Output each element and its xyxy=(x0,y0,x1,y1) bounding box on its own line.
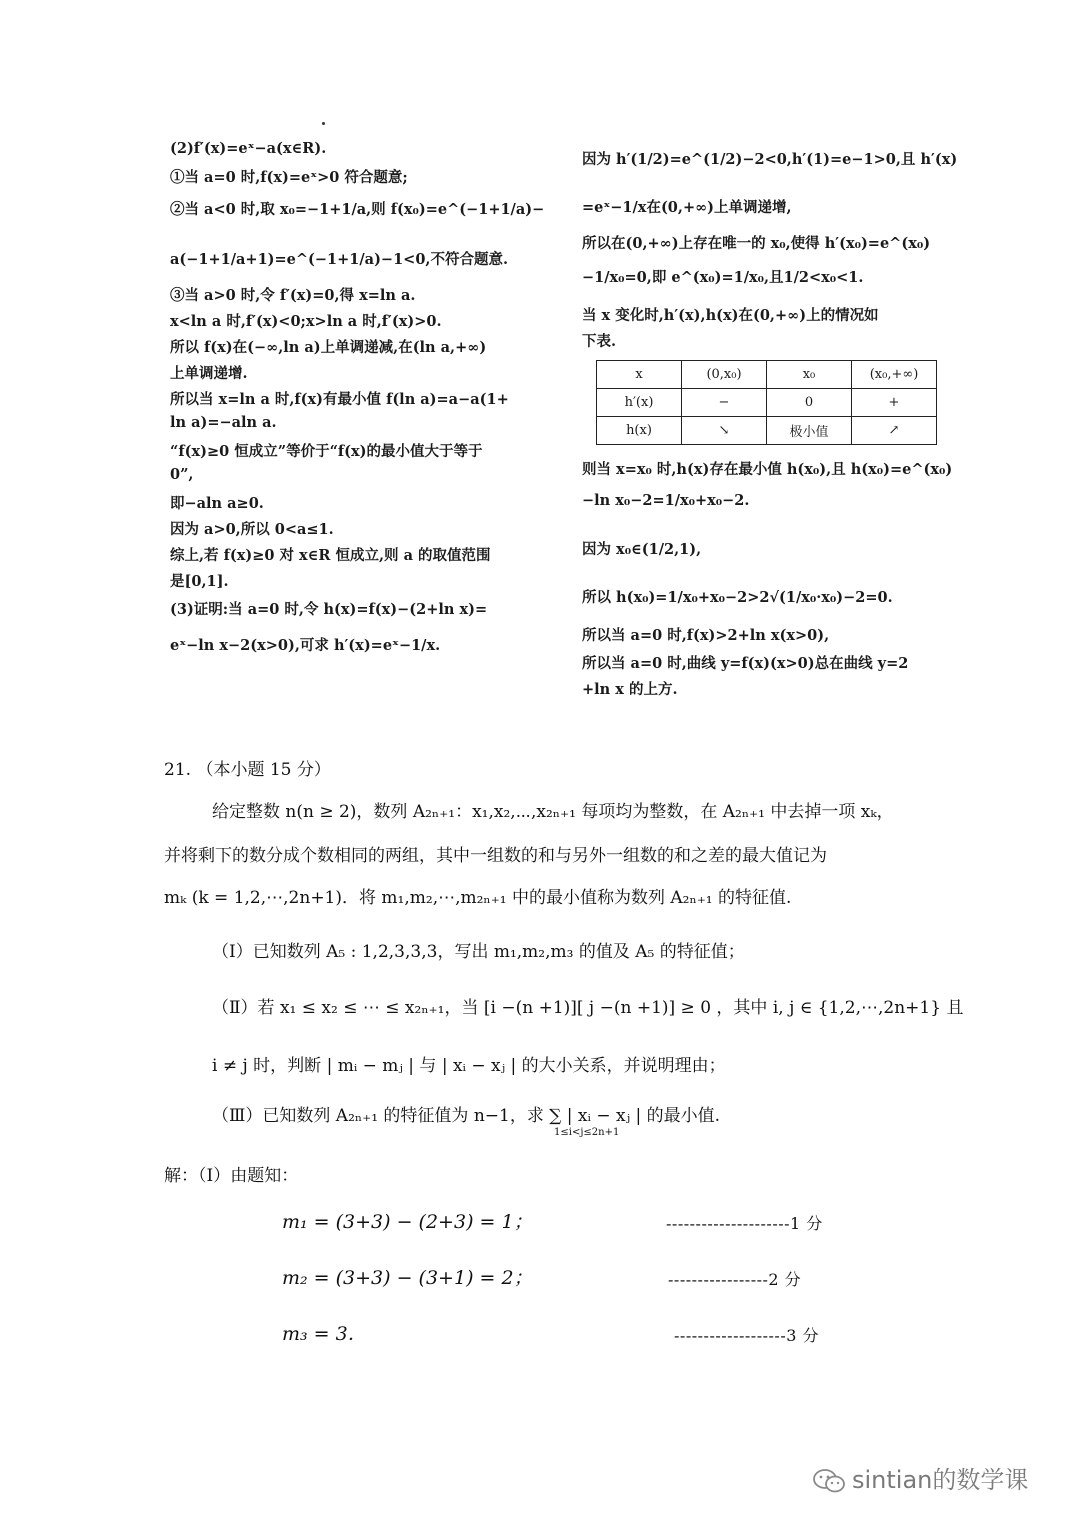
right-line-11: 所以当 a=0 时,f(x)>2+ln x(x>0), xyxy=(582,627,830,644)
problem-header: 21. （本小题 15 分） xyxy=(164,760,331,780)
left-line-7: 所以 f(x)在(−∞,ln a)上单调递减,在(ln a,+∞) xyxy=(170,339,487,356)
right-line-8: −ln x₀−2=1/x₀+x₀−2. xyxy=(582,492,750,509)
left-line-3: ②当 a<0 时,取 x₀=−1+1/a,则 f(x₀)=e^(−1+1/a)− xyxy=(170,201,545,218)
right-line-7: 则当 x=x₀ 时,h(x)存在最小值 h(x₀),且 h(x₀)=e^(x₀) xyxy=(582,461,953,478)
table-cell: h(x) xyxy=(597,417,682,445)
right-line-1: 因为 h′(1/2)=e^(1/2)−2<0,h′(1)=e−1>0,且 h′(x) xyxy=(582,151,958,168)
solution-eq-1: m₁ = (3+3) − (2+3) = 1； xyxy=(282,1211,533,1233)
wechat-icon xyxy=(812,1467,846,1495)
solution-intro: 解：（Ⅰ）由题知： xyxy=(164,1166,299,1186)
watermark-text: sintian的数学课 xyxy=(852,1466,1029,1494)
right-line-12: 所以当 a=0 时,曲线 y=f(x)(x>0)总在曲线 y=2 xyxy=(582,655,909,672)
right-line-13: +ln x 的上方. xyxy=(582,681,678,698)
table-cell: − xyxy=(682,389,767,417)
left-line-15: 综上,若 f(x)≥0 对 x∈R 恒成立,则 a 的取值范围 xyxy=(170,547,491,564)
left-line-6: x<ln a 时,f′(x)<0;x>ln a 时,f′(x)>0. xyxy=(170,313,442,330)
table-cell: x xyxy=(597,361,682,389)
problem-part-2-cont: i ≠ j 时，判断 | mᵢ − mⱼ | 与 | xᵢ − xⱼ | 的大小关系，并说明理由； xyxy=(212,1056,726,1076)
table-row xyxy=(597,417,937,445)
left-line-4: a(−1+1/a+1)=e^(−1+1/a)−1<0,不符合题意. xyxy=(170,251,509,268)
problem-line-1: 给定整数 n(n ≥ 2)，数列 A₂ₙ₊₁：x₁,x₂,⋯,x₂ₙ₊₁ 每项均为整数，在 A₂ₙ₊₁ 中去掉一项 xₖ， xyxy=(212,802,894,822)
problem-part-3: （Ⅲ）已知数列 A₂ₙ₊₁ 的特征值为 n−1，求 ∑ | xᵢ − xⱼ | 的最小值. xyxy=(212,1106,720,1126)
left-line-8: 上单调递增. xyxy=(170,365,248,382)
sum-limits: 1≤i<j≤2n+1 xyxy=(554,1127,620,1138)
right-line-4: −1/x₀=0,即 e^(x₀)=1/x₀,且1/2<x₀<1. xyxy=(582,269,864,286)
table-cell: 极小值 xyxy=(767,417,852,445)
left-line-9: 所以当 x=ln a 时,f(x)有最小值 f(ln a)=a−a(1+ xyxy=(170,391,509,408)
left-line-10: ln a)=−aln a. xyxy=(170,414,277,431)
table-row xyxy=(597,389,937,417)
watermark xyxy=(812,1460,1028,1495)
right-line-10: 所以 h(x₀)=1/x₀+x₀−2>2√(1/x₀·x₀)−2=0. xyxy=(582,589,893,606)
left-line-13: 即−aln a≥0. xyxy=(170,495,264,512)
solution-eq-3: m₃ = 3． xyxy=(282,1323,367,1345)
problem-line-3: mₖ (k = 1,2,⋯,2n+1)．将 m₁,m₂,⋯,m₂ₙ₊₁ 中的最小值称为数列 A₂ₙ₊₁ 的特征值. xyxy=(164,888,792,908)
table-cell: h′(x) xyxy=(597,389,682,417)
right-line-2: =eˣ−1/x在(0,+∞)上单调递增, xyxy=(582,199,792,216)
score-2: -----------------2 分 xyxy=(668,1270,802,1289)
right-line-6: 下表. xyxy=(582,333,617,350)
table-cell: ↗ xyxy=(852,417,937,445)
table-cell: 0 xyxy=(767,389,852,417)
right-line-3: 所以在(0,+∞)上存在唯一的 x₀,使得 h′(x₀)=e^(x₀) xyxy=(582,235,931,252)
left-line-2: ①当 a=0 时,f(x)=eˣ>0 符合题意; xyxy=(170,169,408,186)
variation-table xyxy=(596,360,937,445)
table-cell: (0,x₀) xyxy=(682,361,767,389)
table-row xyxy=(597,361,937,389)
problem-part-2: （Ⅱ）若 x₁ ≤ x₂ ≤ ⋯ ≤ x₂ₙ₊₁，当 [i −(n +1)][ j −(n +1)] ≥ 0 ，其中 i, j ∈ {1,2,⋯,2n+1} 且 xyxy=(212,998,964,1018)
right-line-9: 因为 x₀∈(1/2,1), xyxy=(582,541,702,558)
left-line-18: eˣ−ln x−2(x>0),可求 h′(x)=eˣ−1/x. xyxy=(170,637,441,654)
table-cell: ↘ xyxy=(682,417,767,445)
left-line-5: ③当 a>0 时,令 f′(x)=0,得 x=ln a. xyxy=(170,287,416,304)
table-cell: (x₀,+∞) xyxy=(852,361,937,389)
left-line-12: 0”, xyxy=(170,466,194,483)
left-line-11: “f(x)≥0 恒成立”等价于“f(x)的最小值大于等于 xyxy=(170,443,483,460)
score-1: ---------------------1 分 xyxy=(666,1214,823,1233)
answer-left-column xyxy=(170,140,550,670)
right-line-5: 当 x 变化时,h′(x),h(x)在(0,+∞)上的情况如 xyxy=(582,307,879,324)
table-cell: x₀ xyxy=(767,361,852,389)
solution-eq-2: m₂ = (3+3) − (3+1) = 2； xyxy=(282,1267,533,1289)
left-line-14: 因为 a>0,所以 0<a≤1. xyxy=(170,521,334,538)
table-cell: + xyxy=(852,389,937,417)
left-line-17: (3)证明:当 a=0 时,令 h(x)=f(x)−(2+ln x)= xyxy=(170,601,488,618)
score-3: -------------------3 分 xyxy=(674,1326,819,1345)
problem-part-1: （Ⅰ）已知数列 A₅ : 1,2,3,3,3，写出 m₁,m₂,m₃ 的值及 A₅ 的特征值； xyxy=(212,942,745,962)
stray-dot xyxy=(322,122,325,125)
answer-right-column xyxy=(582,140,972,700)
left-line-16: 是[0,1]. xyxy=(170,573,229,590)
problem-line-2: 并将剩下的数分成个数相同的两组，其中一组数的和与另外一组数的和之差的最大值记为 xyxy=(164,846,827,866)
left-line-1: (2)f′(x)=eˣ−a(x∈R). xyxy=(170,140,327,157)
